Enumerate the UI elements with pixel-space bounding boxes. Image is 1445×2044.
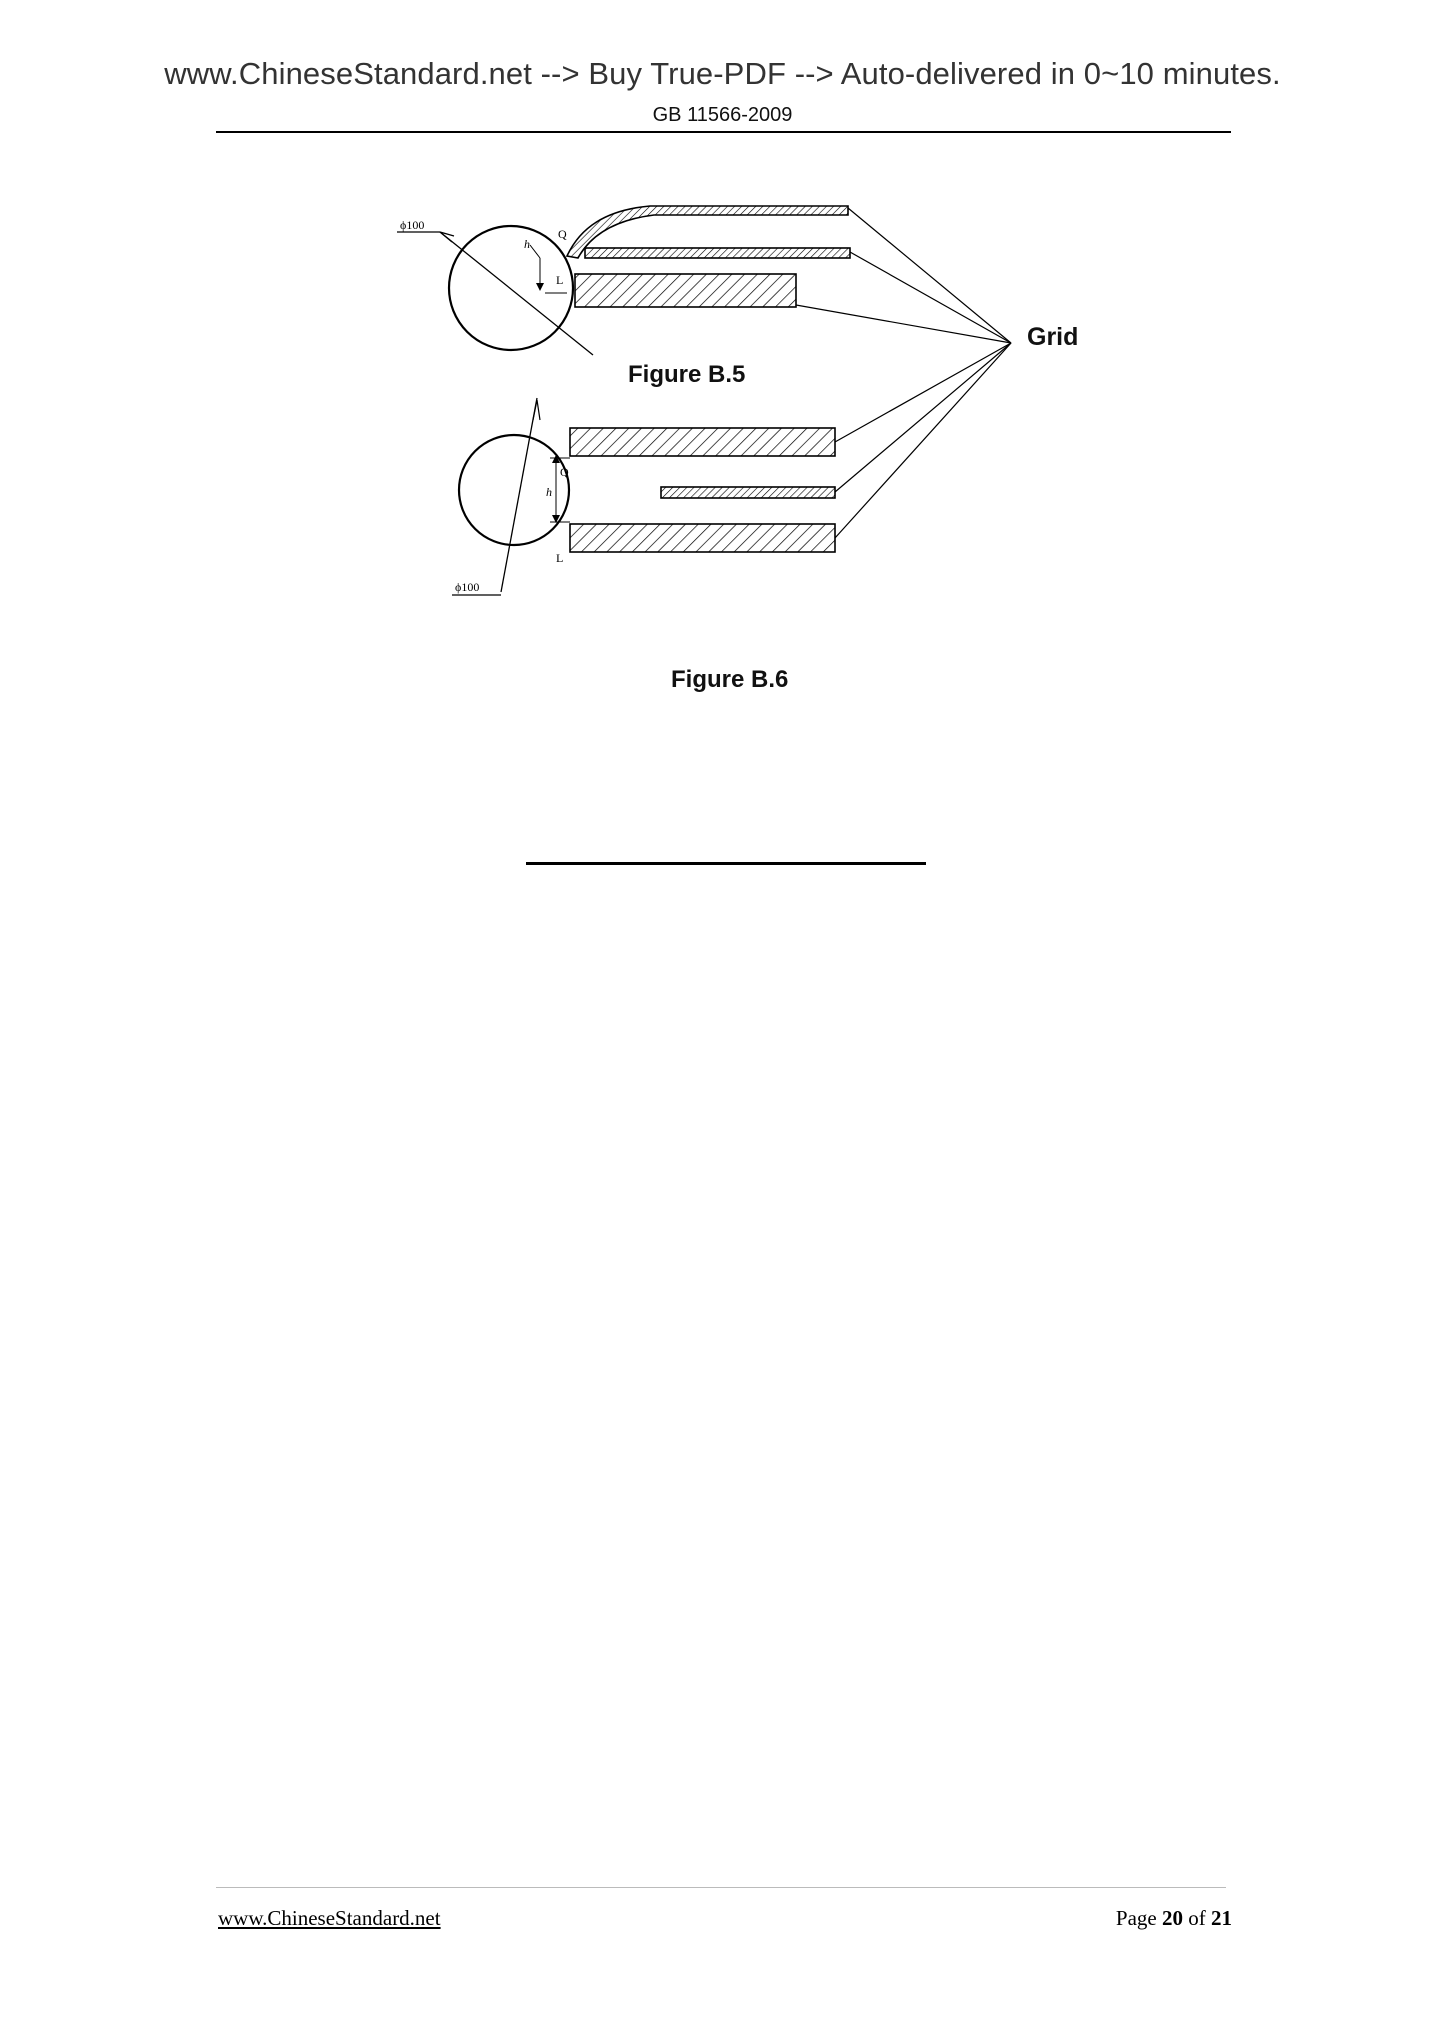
b6-label-l: L bbox=[556, 551, 564, 565]
b6-cylinder-circle bbox=[459, 435, 569, 545]
standard-code: GB 11566-2009 bbox=[652, 104, 793, 126]
b6-diameter-label: ϕ100 bbox=[455, 580, 480, 594]
footer-site-link[interactable]: www.ChineseStandard.net bbox=[218, 1906, 441, 1930]
b6-lower-grid-strip bbox=[570, 524, 835, 552]
footer-divider bbox=[216, 1887, 1226, 1888]
b5-label-q: Q bbox=[558, 227, 567, 241]
page-indicator bbox=[1116, 1906, 1232, 1931]
header-banner: www.ChineseStandard.net --> Buy True-PDF --> Auto-delivered in 0~10 minutes. bbox=[164, 56, 1281, 91]
b5-lower-grid-strip bbox=[575, 274, 796, 307]
b5-label-l: L bbox=[556, 273, 564, 287]
figure-b5 bbox=[397, 206, 850, 355]
figure-b6-caption: Figure B.6 bbox=[671, 666, 789, 693]
end-of-document-rule bbox=[526, 862, 926, 865]
figure-b5-b6-drawing bbox=[0, 0, 1445, 720]
page-total: 21 bbox=[1211, 1906, 1232, 1930]
b6-upper-grid-strip bbox=[570, 428, 835, 456]
page-current: 20 bbox=[1162, 1906, 1183, 1930]
b6-middle-grid-strip bbox=[661, 487, 835, 498]
b5-cylinder-circle bbox=[449, 226, 573, 350]
b6-diameter-line bbox=[501, 398, 537, 592]
figure-b6 bbox=[452, 398, 835, 595]
b6-label-q: Q bbox=[560, 465, 569, 479]
page-of: of bbox=[1188, 1906, 1206, 1930]
b5-label-h: h bbox=[524, 237, 530, 251]
b5-middle-grid-strip bbox=[585, 248, 850, 258]
b5-diameter-label: ϕ100 bbox=[400, 218, 425, 232]
figure-b5-caption: Figure B.5 bbox=[628, 361, 746, 388]
b6-label-h: h bbox=[546, 485, 552, 499]
page-word: Page bbox=[1115, 1906, 1157, 1930]
grid-label: Grid bbox=[1027, 323, 1079, 351]
